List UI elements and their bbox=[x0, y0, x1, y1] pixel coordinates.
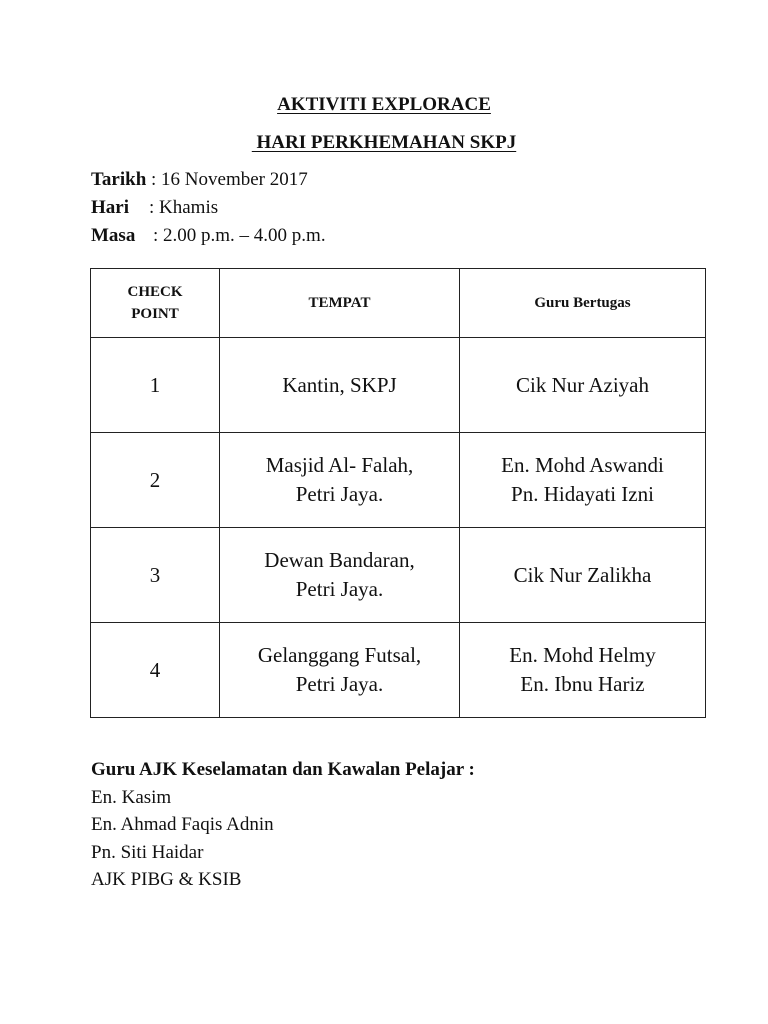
tarikh-value: : 16 November 2017 bbox=[146, 169, 308, 190]
header-checkpoint bbox=[91, 269, 220, 338]
header-checkpoint-line1: CHECK bbox=[127, 284, 183, 300]
tarikh-label: Tarikh bbox=[91, 169, 147, 190]
ajk-section bbox=[91, 756, 475, 894]
cell-guru-line2: Pn. Hidayati Izni bbox=[511, 482, 654, 506]
header-tempat: TEMPAT bbox=[220, 269, 460, 338]
ajk-member: En. Kasim bbox=[91, 786, 172, 808]
ajk-member: AJK PIBG & KSIB bbox=[91, 869, 242, 890]
cell-tempat bbox=[220, 528, 460, 623]
table-row bbox=[91, 338, 706, 433]
header-checkpoint-line2: POINT bbox=[131, 306, 179, 322]
cell-guru-line1: En. Mohd Aswandi bbox=[501, 453, 664, 477]
cell-tempat-line1: Kantin, SKPJ bbox=[282, 372, 397, 397]
cell-checkpoint: 3 bbox=[91, 528, 220, 623]
masa-label: Masa bbox=[91, 225, 136, 246]
table-row bbox=[91, 433, 706, 528]
header-guru: Guru Bertugas bbox=[460, 269, 706, 338]
table-row bbox=[91, 623, 706, 718]
cell-guru-line2: En. Ibnu Hariz bbox=[520, 672, 645, 696]
cell-tempat bbox=[220, 623, 460, 718]
ajk-heading: Guru AJK Keselamatan dan Kawalan Pelajar : bbox=[91, 759, 475, 780]
cell-checkpoint: 2 bbox=[91, 433, 220, 528]
info-tarikh bbox=[91, 166, 308, 194]
cell-guru bbox=[460, 623, 706, 718]
document-title: AKTIVITI EXPLORACE bbox=[277, 94, 491, 115]
cell-tempat bbox=[220, 433, 460, 528]
cell-checkpoint: 4 bbox=[91, 623, 220, 718]
info-hari bbox=[91, 194, 219, 222]
cell-tempat-line1: Dewan Bandaran, bbox=[264, 548, 415, 572]
checkpoint-table bbox=[90, 268, 706, 718]
document-subtitle: HARI PERKHEMAHAN SKPJ bbox=[251, 132, 517, 153]
table-row bbox=[91, 528, 706, 623]
hari-label: Hari bbox=[91, 197, 129, 218]
cell-tempat-line2: Petri Jaya. bbox=[295, 672, 384, 696]
cell-tempat bbox=[220, 338, 460, 433]
cell-guru-line1: Cik Nur Aziyah bbox=[516, 372, 649, 397]
cell-checkpoint: 1 bbox=[91, 338, 220, 433]
cell-tempat-line1: Masjid Al- Falah, bbox=[265, 453, 414, 477]
masa-value: : 2.00 p.m. – 4.00 p.m. bbox=[153, 225, 326, 246]
cell-tempat-line2: Petri Jaya. bbox=[295, 482, 384, 506]
ajk-member: Pn. Siti Haidar bbox=[91, 841, 204, 863]
cell-guru bbox=[460, 528, 706, 623]
cell-guru-line1: Cik Nur Zalikha bbox=[513, 562, 652, 587]
info-masa bbox=[91, 222, 326, 250]
cell-guru bbox=[460, 338, 706, 433]
cell-guru bbox=[460, 433, 706, 528]
table-header-row bbox=[91, 269, 706, 338]
ajk-member: En. Ahmad Faqis Adnin bbox=[91, 814, 274, 835]
cell-tempat-line1: Gelanggang Futsal, bbox=[257, 643, 422, 667]
hari-value: : Khamis bbox=[149, 197, 219, 218]
cell-guru-line1: En. Mohd Helmy bbox=[509, 643, 656, 667]
cell-tempat-line2: Petri Jaya. bbox=[295, 577, 384, 601]
